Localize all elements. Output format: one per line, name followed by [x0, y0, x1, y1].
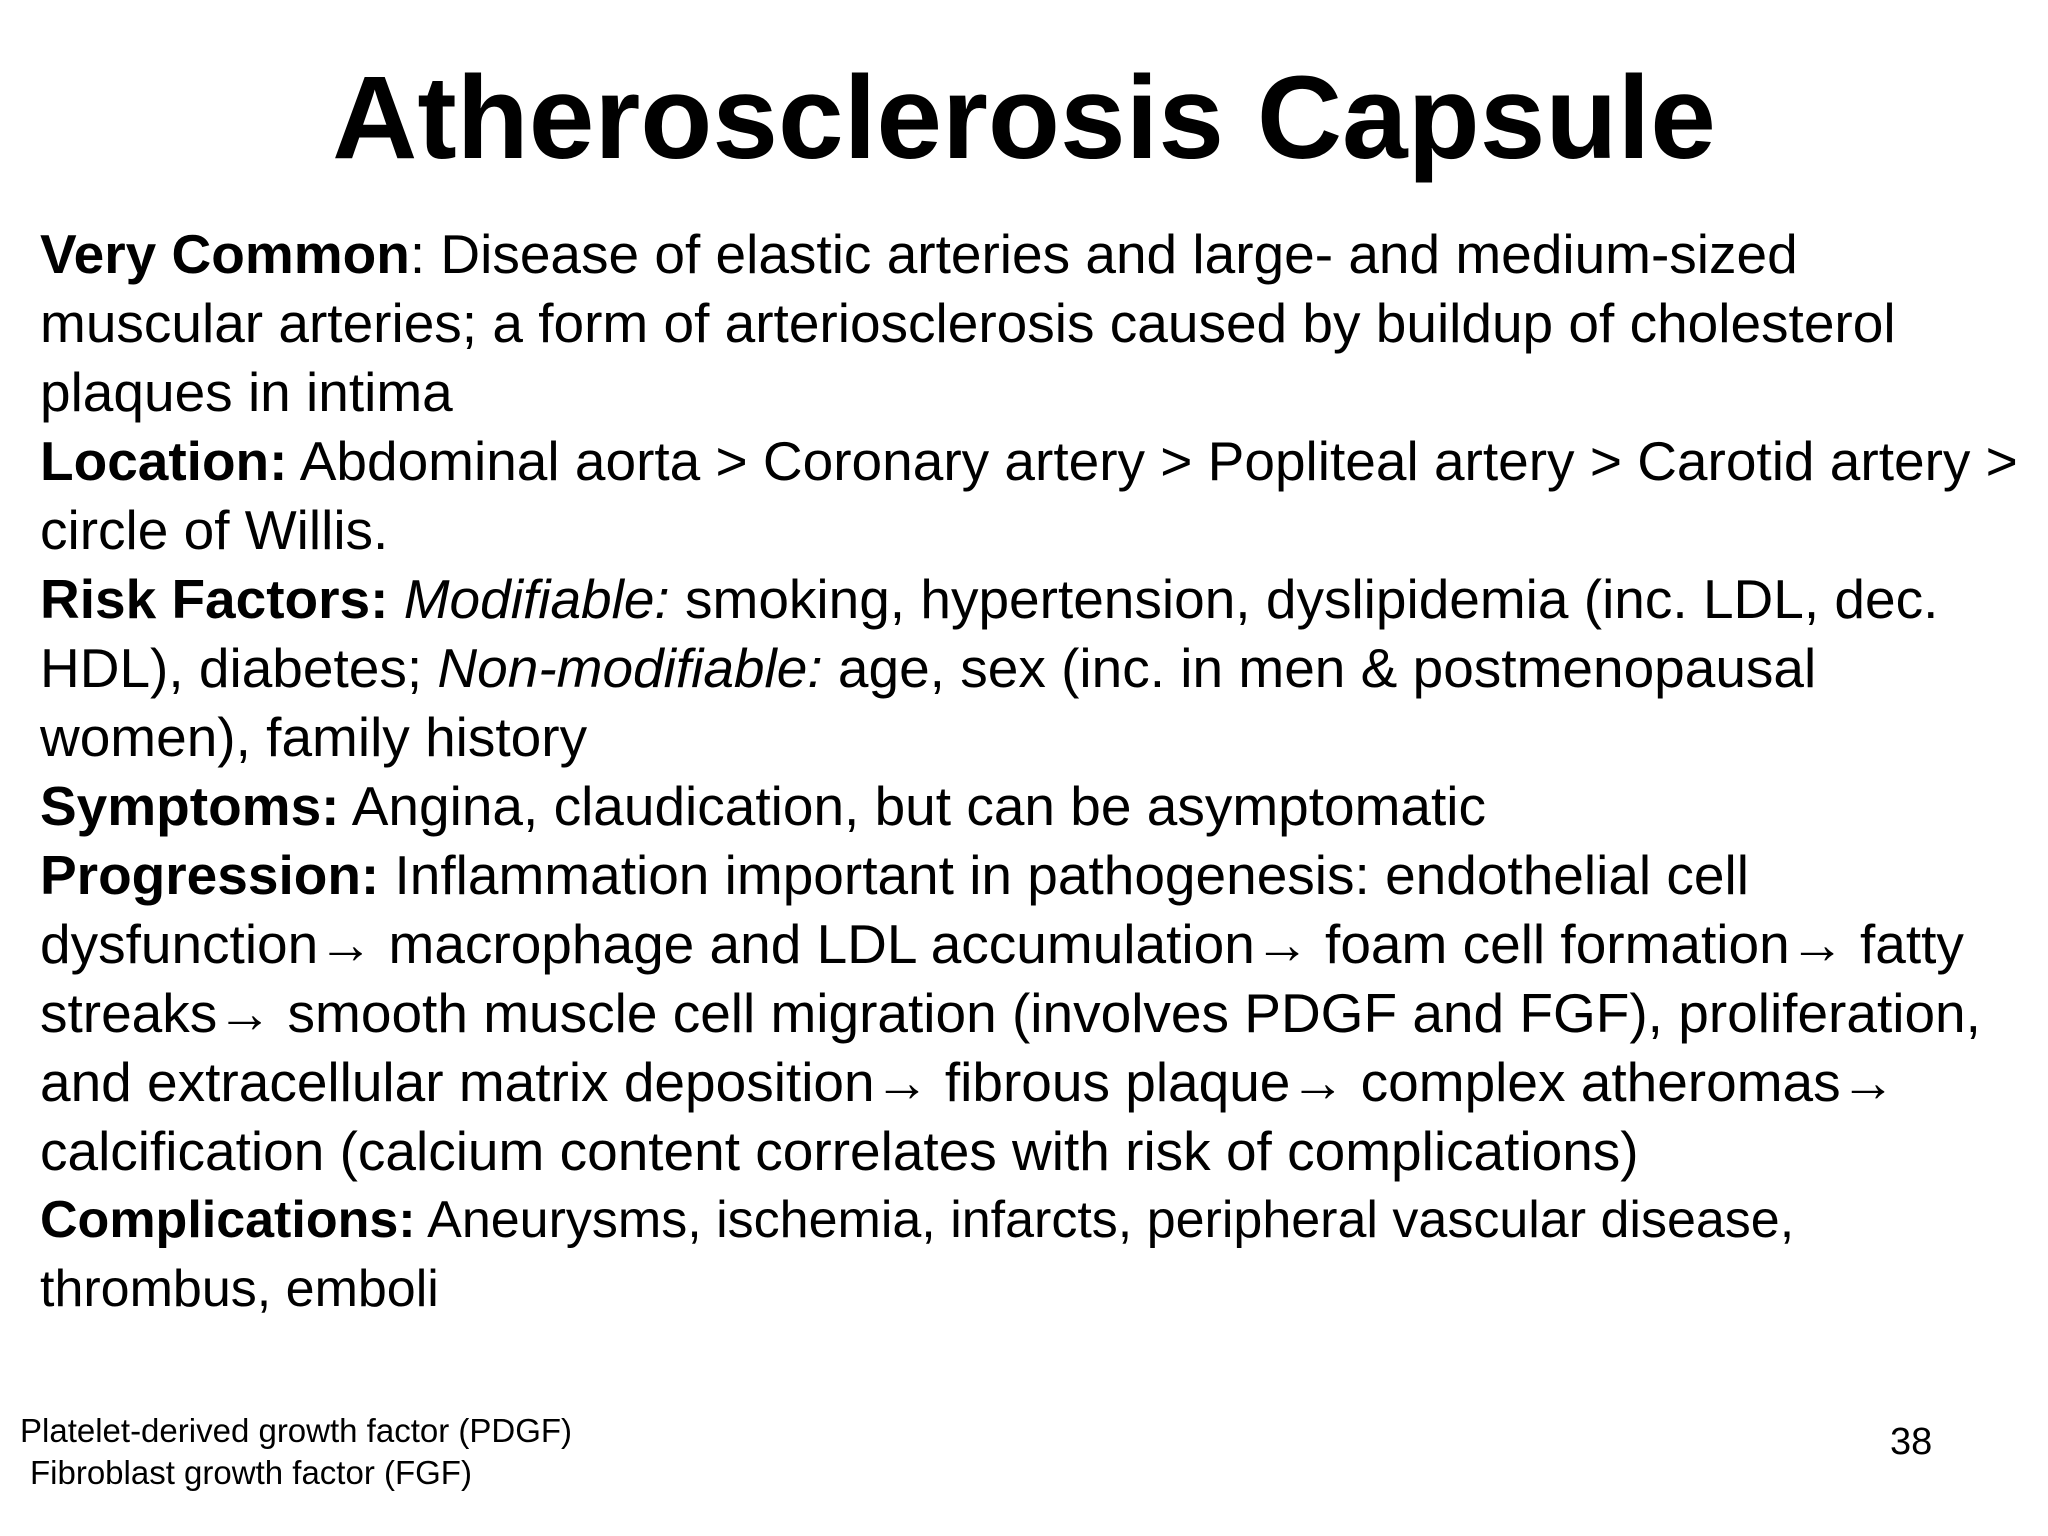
symptoms-label: Symptoms:	[40, 775, 340, 837]
location-paragraph	[40, 427, 2030, 565]
footnote-fgf: Fibroblast growth factor (FGF)	[30, 1454, 472, 1491]
complications-label: Complications:	[40, 1191, 416, 1249]
location-text: Abdominal aorta > Coronary artery > Popliteal artery > Carotid artery > circle of Willis.	[40, 430, 2018, 561]
progression-text: Inflammation important in pathogenesis: endothelial cell dysfunction→ macrophage and LDL accumulation→ foam cell formation→ fatty streaks→ smooth muscle cell migration (involves PDGF and FGF), proliferation, and extracellular matrix deposition→ fibrous plaque→ complex atheromas→ calcification (calcium content correlates with risk of complications)	[40, 844, 1981, 1182]
slide-body	[40, 220, 2030, 1324]
progression-label: Progression:	[40, 844, 380, 906]
modifiable-text: smoking, hypertension, dyslipidemia (inc. LDL, dec. HDL), diabetes;	[40, 568, 1939, 699]
risk-factors-paragraph	[40, 565, 2030, 772]
very-common-text: : Disease of elastic arteries and large- and medium-sized muscular arteries; a form of arteriosclerosis caused by buildup of cholesterol plaques in intima	[40, 223, 1896, 423]
nonmodifiable-text: age, sex (inc. in men & postmenopausal women), family history	[40, 637, 1817, 768]
very-common-label: Very Common	[40, 223, 410, 285]
nonmodifiable-label: Non-modifiable:	[437, 637, 823, 699]
symptoms-text: Angina, claudication, but can be asymptomatic	[339, 775, 1487, 837]
complications-text: Aneurysms, ischemia, infarcts, peripheral vascular disease, thrombus, emboli	[40, 1191, 1795, 1318]
modifiable-label: Modifiable:	[403, 568, 670, 630]
very-common-paragraph	[40, 220, 2030, 427]
symptoms-paragraph	[40, 772, 2030, 841]
complications-paragraph	[40, 1186, 2030, 1324]
progression-paragraph	[40, 841, 2030, 1186]
page-number: 38	[1890, 1421, 1933, 1463]
slide-title: Atherosclerosis Capsule	[332, 52, 1716, 184]
footnotes	[20, 1410, 572, 1494]
risk-factors-label: Risk Factors:	[40, 568, 389, 630]
location-label: Location:	[40, 430, 288, 492]
footnote-pdgf: Platelet-derived growth factor (PDGF)	[20, 1412, 573, 1449]
